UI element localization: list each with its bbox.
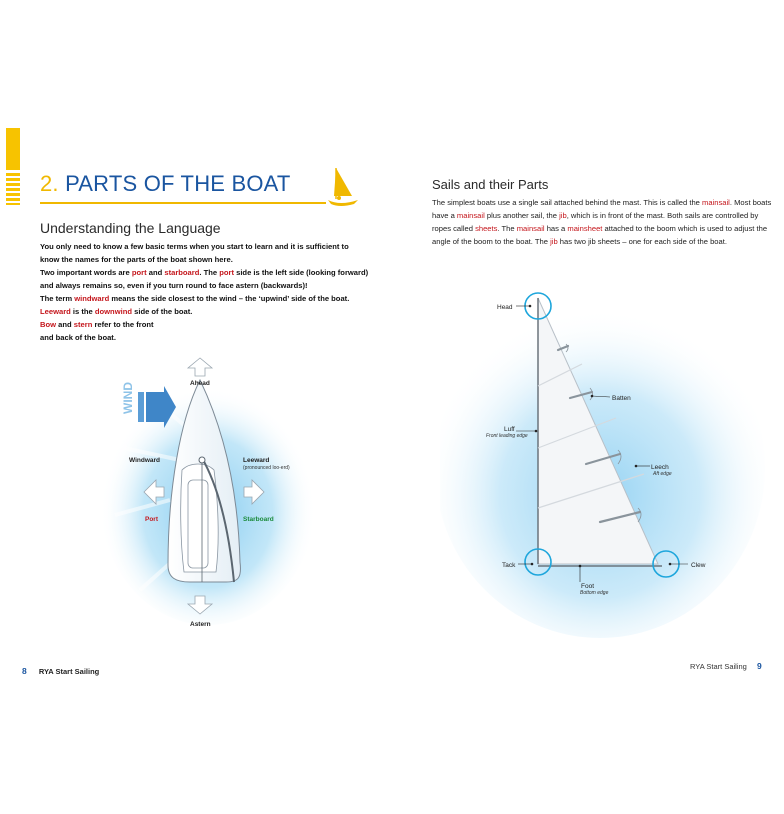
- chapter-number: 2.: [40, 171, 59, 196]
- leeward-label: Leeward: [243, 457, 270, 464]
- port-label: Port: [145, 516, 158, 523]
- term-bow: Bow: [40, 320, 57, 329]
- windward-label: Windward: [129, 457, 160, 464]
- chapter-tab-stripe: [6, 128, 20, 170]
- foot-label: Foot: [581, 583, 595, 590]
- leeward-pronunciation: (pronounced loo-erd): [243, 465, 290, 471]
- paragraph-windward: The term windward means the side closest to the wind – the ‘upwind’ side of the boat.: [40, 294, 350, 303]
- ahead-arrow-icon: [188, 358, 212, 376]
- title-rule: [40, 202, 326, 204]
- ahead-label: Ahead: [190, 380, 210, 387]
- paragraph-port-starboard: Two important words are port and starboard. The port side is the left side (looking forward) and always remains so, even if you turn round to face astern (backwards)!: [40, 268, 369, 290]
- chapter-tab-stripe: [6, 203, 20, 205]
- term-jib: jib: [559, 211, 567, 220]
- paragraph-bow-stern: Bow and stern refer to the front and back of the boat.: [40, 320, 154, 342]
- page-number-left: 8: [22, 666, 27, 676]
- mast-icon: [199, 457, 205, 463]
- luff-label: Luff: [504, 426, 515, 433]
- sailboat-logo-icon: [326, 166, 360, 208]
- term-mainsail: mainsail: [702, 198, 730, 207]
- clew-label: Clew: [691, 562, 706, 569]
- chapter-tab-stripe: [6, 198, 20, 201]
- paragraph-leeward: Leeward is the downwind side of the boat.: [40, 307, 193, 316]
- right-footer: [690, 661, 762, 671]
- left-footer: [22, 666, 99, 676]
- term-downwind: downwind: [94, 307, 132, 316]
- right-body-text: The simplest boats use a single sail attached behind the mast. This is called the mainsail. Most boats have a mainsail plus another sail, the jib, which is in front of the mast. Both sails are controlled by ropes called sheets. The mainsail has a mainsheet attached to the boom which is used to adjust the angle of the boom to the boat. The jib has two jib sheets – one for each side of the boat.: [432, 198, 772, 246]
- chapter-title: [40, 171, 291, 197]
- term-port-2: port: [219, 268, 234, 277]
- starboard-label: Starboard: [243, 516, 274, 523]
- wind-label: WIND: [121, 382, 135, 414]
- leech-note: Aft edge: [653, 471, 672, 477]
- term-starboard: starboard: [164, 268, 200, 277]
- batten-label: Batten: [612, 395, 631, 402]
- term-stern: stern: [73, 320, 93, 329]
- luff-note: Front leading edge: [486, 433, 528, 439]
- chapter-tab-stripe: [6, 173, 20, 176]
- book-title-left: RYA Start Sailing: [38, 667, 100, 676]
- foot-note: Bottom edge: [580, 590, 609, 596]
- chapter-tab-stripe: [6, 188, 20, 191]
- chapter-tab-stripe: [6, 178, 20, 181]
- chapter-tab-stripe: [6, 193, 20, 196]
- book-title-right: RYA Start Sailing: [690, 662, 747, 671]
- term-windward: windward: [74, 294, 110, 303]
- left-body-text: [40, 240, 370, 344]
- term-sheets: sheets: [475, 224, 498, 233]
- term-mainsheet: mainsheet: [567, 224, 603, 233]
- head-label: Head: [497, 304, 513, 311]
- paragraph-intro: You only need to know a few basic terms when you start to learn and it is sufficient to know the names for the parts of the boat shown here.: [40, 242, 349, 264]
- chapter-tab-stripe: [6, 183, 20, 186]
- sail-parts-diagram: [440, 268, 770, 638]
- term-mainsail-3: mainsail: [516, 224, 545, 233]
- section-heading-language: Understanding the Language: [40, 220, 221, 236]
- astern-label: Astern: [190, 621, 211, 628]
- section-heading-sails: Sails and their Parts: [432, 177, 549, 192]
- term-mainsail-2: mainsail: [456, 211, 485, 220]
- term-port: port: [131, 268, 147, 277]
- page-number-right: 9: [756, 661, 762, 671]
- term-leeward: Leeward: [40, 307, 71, 316]
- leech-label: Leech: [651, 464, 669, 471]
- tack-label: Tack: [502, 562, 516, 569]
- term-jib-2: jib: [550, 237, 558, 246]
- boat-directions-diagram: [100, 350, 330, 635]
- chapter-title-text: PARTS OF THE BOAT: [65, 171, 291, 196]
